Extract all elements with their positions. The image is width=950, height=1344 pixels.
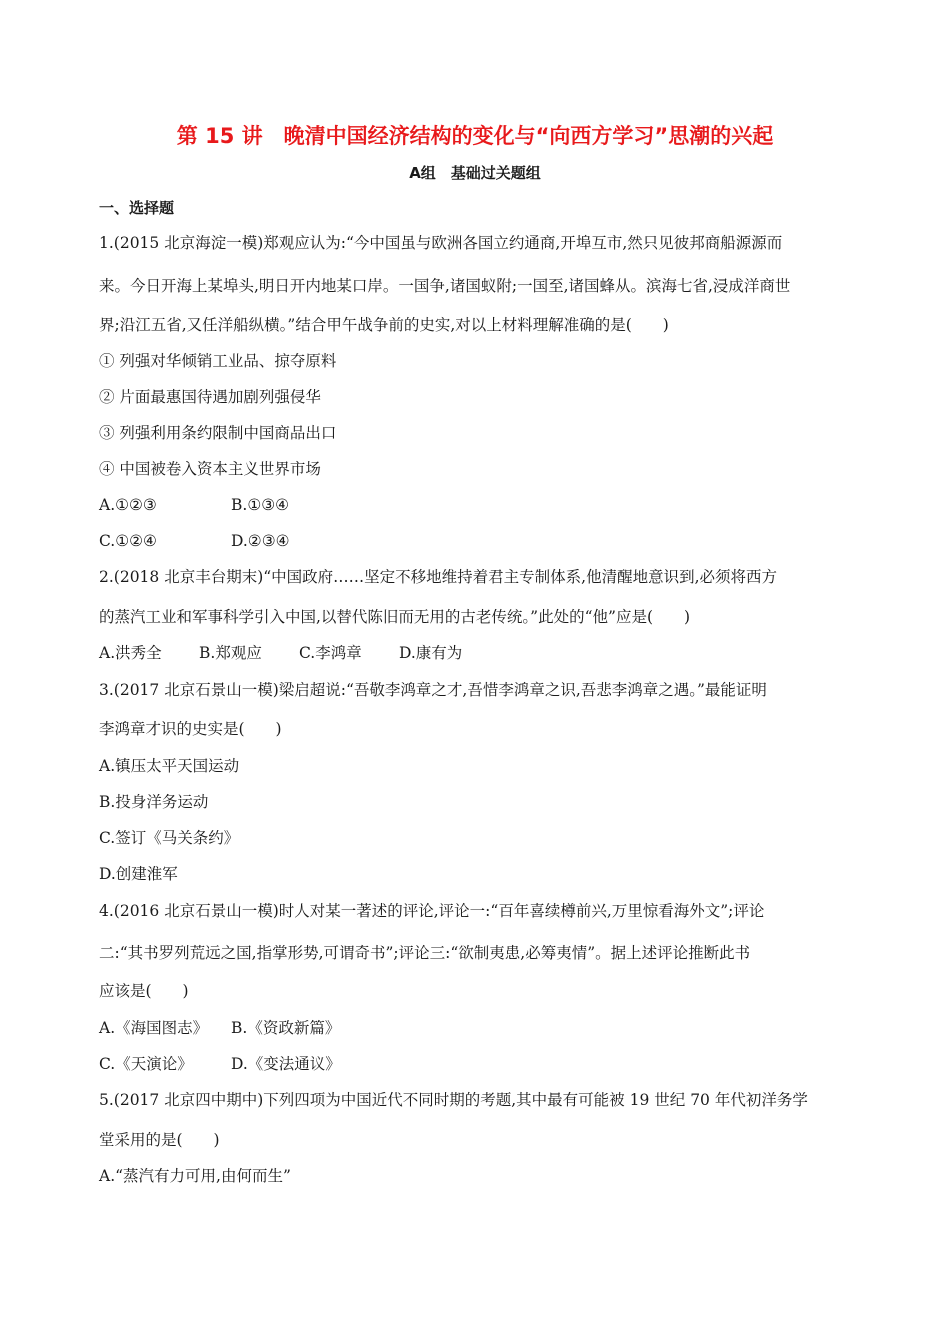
- q3-stem-line: 3.(2017 北京石景山一模)梁启超说:“吾敬李鸿章之才,吾惜李鸿章之识,吾悲李鸿章之遇。”最能证明: [99, 681, 767, 699]
- q4-stem-line: 4.(2016 北京石景山一模)时人对某一著述的评论,评论一:“百年喜续樽前兴,万里惊看海外文”;评论: [99, 902, 765, 920]
- group-subtitle: A组 基础过关题组: [409, 164, 541, 182]
- q2-option-a: A.洪秀全: [99, 644, 162, 662]
- q1-option-a: A.①②③: [99, 496, 157, 514]
- q5-stem-line: 5.(2017 北京四中期中)下列四项为中国近代不同时期的考题,其中最有可能被 19 世纪 70 年代初洋务学: [99, 1091, 808, 1109]
- q1-option-b: B.①③④: [231, 496, 290, 514]
- q1-option-c: C.①②④: [99, 532, 157, 550]
- q3-option-b: B.投身洋务运动: [99, 793, 209, 811]
- q1-stem-line: 1.(2015 北京海淀一模)郑观应认为:“今中国虽与欧洲各国立约通商,开埠互市,然只见彼邦商船源源而: [99, 234, 783, 252]
- q3-option-c: C.签订《马关条约》: [99, 829, 240, 847]
- q4-option-d: D.《变法通议》: [231, 1055, 341, 1073]
- q1-statement: ④ 中国被卷入资本主义世界市场: [99, 460, 321, 478]
- q4-stem-line: 二:“其书罗列荒远之国,指掌形势,可谓奇书”;评论三:“欲制夷患,必筹夷情”。据上述评论推断此书: [99, 944, 751, 962]
- q4-stem-line: 应该是( ): [99, 982, 189, 1000]
- q4-option-a: A.《海国图志》: [99, 1019, 209, 1037]
- q1-stem-line: 界;沿江五省,又任洋船纵横。”结合甲午战争前的史实,对以上材料理解准确的是( ): [99, 316, 669, 334]
- q1-statement: ② 片面最惠国待遇加剧列强侵华: [99, 388, 321, 406]
- q2-option-b: B.郑观应: [199, 644, 262, 662]
- q4-option-c: C.《天演论》: [99, 1055, 193, 1073]
- q3-option-a: A.镇压太平天国运动: [99, 757, 240, 775]
- q2-option-c: C.李鸿章: [299, 644, 362, 662]
- q3-stem-line: 李鸿章才识的史实是( ): [99, 720, 282, 738]
- q2-stem-line: 的蒸汽工业和军事科学引入中国,以替代陈旧而无用的古老传统。”此处的“他”应是( ): [99, 608, 691, 626]
- q2-option-d: D.康有为: [399, 644, 463, 662]
- q2-stem-line: 2.(2018 北京丰台期末)“中国政府……坚定不移地维持着君主专制体系,他清醒地意识到,必须将西方: [99, 568, 778, 586]
- q3-option-d: D.创建淮军: [99, 865, 178, 883]
- q4-option-b: B.《资政新篇》: [231, 1019, 341, 1037]
- q1-option-d: D.②③④: [231, 532, 290, 550]
- q1-statement: ① 列强对华倾销工业品、掠夺原料: [99, 352, 337, 370]
- q5-option-a: A.“蒸汽有力可用,由何而生”: [99, 1167, 291, 1185]
- section-heading: 一、选择题: [99, 199, 175, 217]
- q5-stem-line: 堂采用的是( ): [99, 1131, 220, 1149]
- q1-statement: ③ 列强利用条约限制中国商品出口: [99, 424, 337, 442]
- lesson-title: 第 15 讲 晚清中国经济结构的变化与“向西方学习”思潮的兴起: [176, 124, 774, 148]
- q1-stem-line: 来。今日开海上某埠头,明日开内地某口岸。一国争,诸国蚁附;一国至,诸国蜂从。滨海七省,浸成洋商世: [99, 277, 791, 295]
